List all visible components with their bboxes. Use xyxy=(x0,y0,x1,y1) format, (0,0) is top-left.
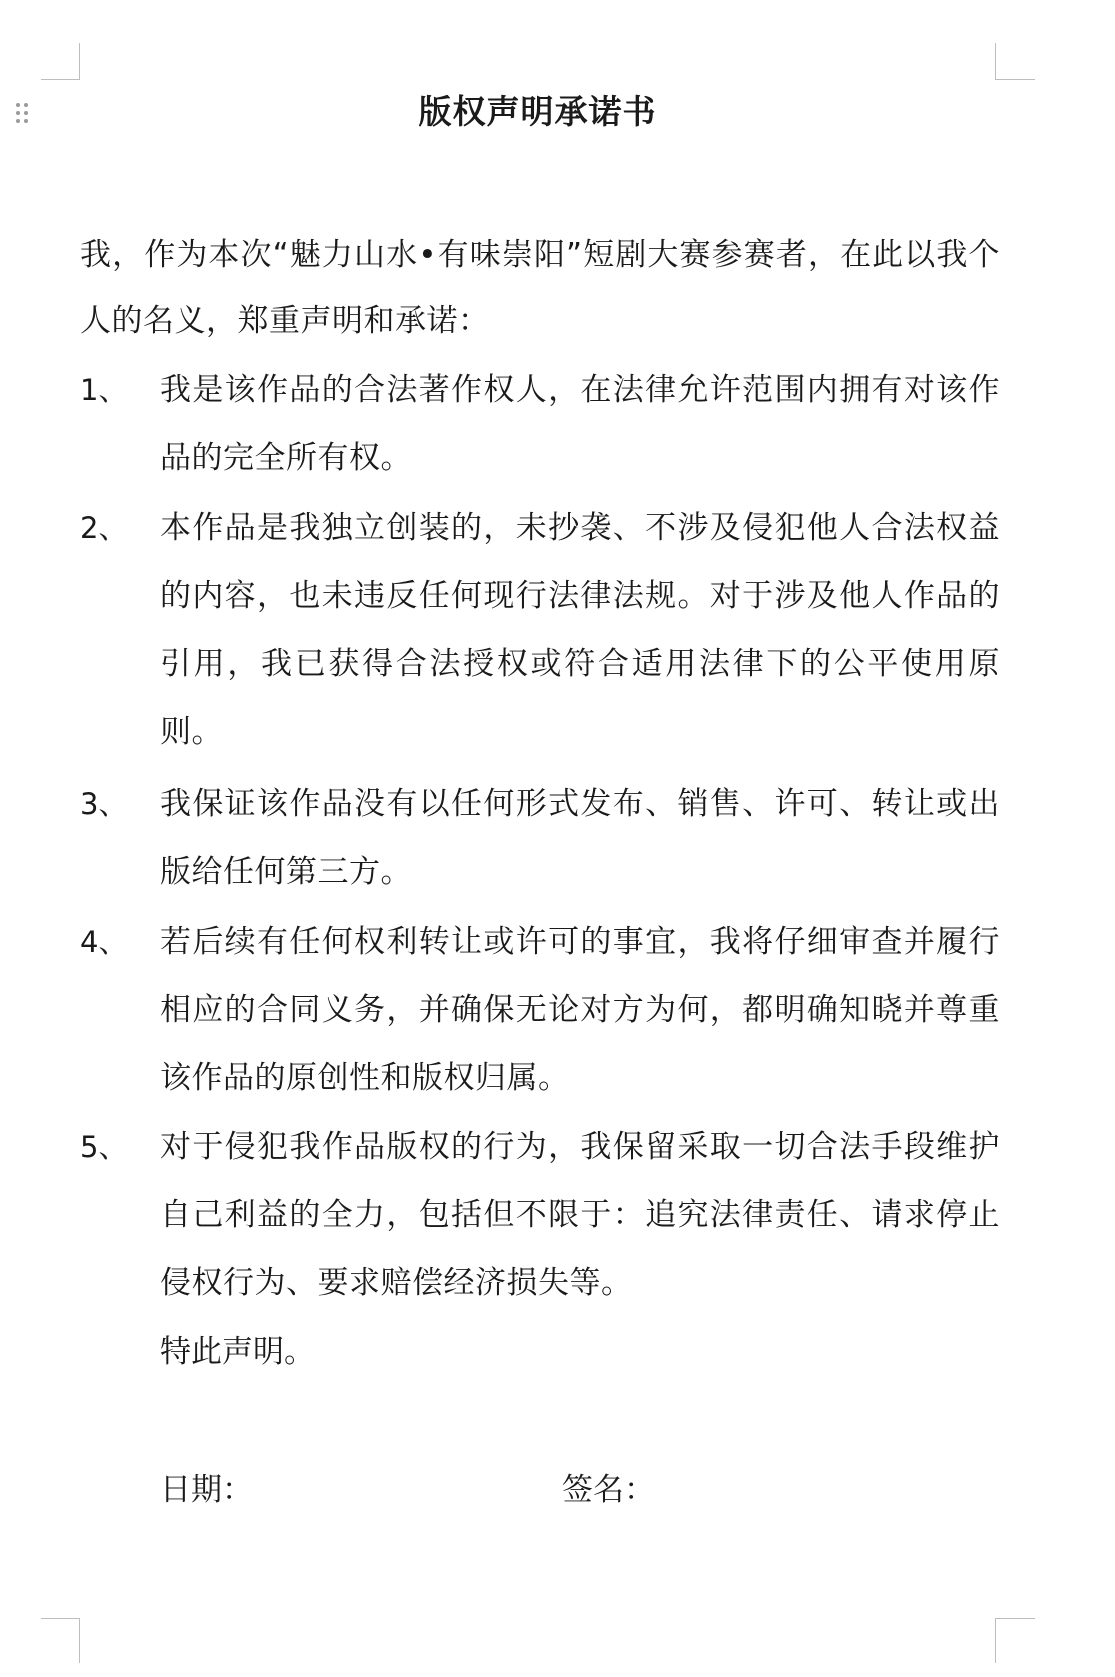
list-item-number: 3、 xyxy=(80,787,128,821)
date-field-label: 日期： xyxy=(160,1472,253,1508)
list-item-text: 若后续有任何权利转让或许可的事宜，我将仔细审查并履行相应的合同义务，并确保无论对方为何，都明确知晓并尊重该作品的原创性和版权归属。 xyxy=(160,924,1000,1096)
crop-mark-bottom-left-vertical xyxy=(79,1618,80,1663)
crop-mark-bottom-right-horizontal xyxy=(995,1618,1035,1619)
closing-statement: 特此声明。 xyxy=(160,1334,315,1370)
list-item-number: 4、 xyxy=(80,925,128,959)
crop-mark-top-left-horizontal xyxy=(41,79,80,80)
list-item-text: 我保证该作品没有以任何形式发布、销售、许可、转让或出版给任何第三方。 xyxy=(160,786,1000,890)
list-item-text: 我是该作品的合法著作权人，在法律允许范围内拥有对该作品的完全所有权。 xyxy=(160,372,1000,476)
crop-mark-bottom-right-vertical xyxy=(995,1618,996,1663)
document-title: 版权声明承诺书 xyxy=(418,92,657,131)
list-item-text: 本作品是我独立创装的，未抄袭、不涉及侵犯他人合法权益的内容，也未违反任何现行法律法规。对于涉及他人作品的引用，我已获得合法授权或符合适用法律下的公平使用原则。 xyxy=(160,510,1000,750)
list-item-number: 2、 xyxy=(80,511,128,545)
list-item-text: 对于侵犯我作品版权的行为，我保留采取一切合法手段维护自己利益的全力，包括但不限于：追究法律责任、请求停止侵权行为、要求赔偿经济损失等。 xyxy=(160,1129,1000,1301)
crop-mark-bottom-left-horizontal xyxy=(41,1618,80,1619)
crop-mark-top-right-horizontal xyxy=(995,79,1035,80)
signature-field-label: 签名： xyxy=(562,1472,655,1508)
crop-mark-top-right-vertical xyxy=(995,43,996,80)
intro-paragraph: 我，作为本次“魅力山水•有味崇阳”短剧大赛参赛者，在此以我个人的名义，郑重声明和承诺： xyxy=(80,237,1000,339)
list-item-number: 1、 xyxy=(80,373,128,407)
crop-mark-top-left-vertical xyxy=(79,43,80,80)
list-item-number: 5、 xyxy=(80,1130,128,1164)
